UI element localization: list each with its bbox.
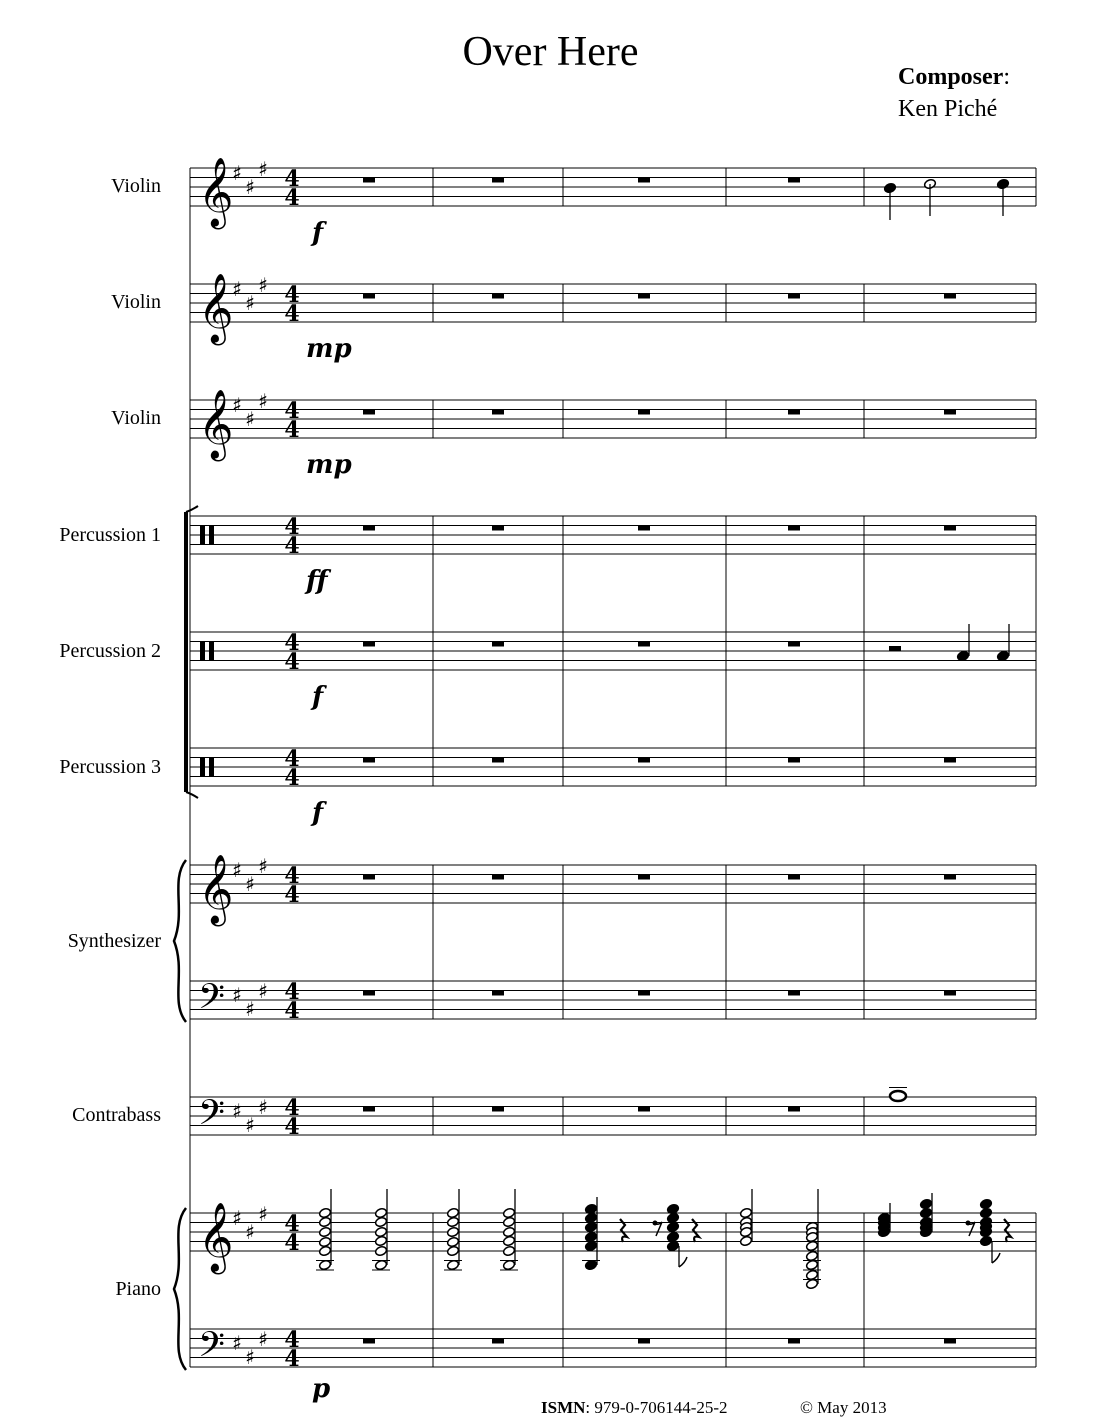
- whole-rest: [492, 1339, 504, 1344]
- whole-rest: [363, 178, 375, 183]
- dynamic-marking-violin-1: f: [312, 218, 324, 248]
- instrument-label-percussion-2: Percussion 2: [59, 640, 161, 662]
- whole-rest: [492, 410, 504, 415]
- whole-rest: [638, 875, 650, 880]
- sharp-icon: ♯: [245, 407, 255, 431]
- time-signature-denominator: 4: [284, 301, 300, 327]
- note-head: [374, 1226, 387, 1237]
- time-signature-numerator: 4: [284, 630, 300, 656]
- note-head: [446, 1226, 459, 1237]
- sharp-icon: ♯: [258, 1202, 268, 1226]
- note-head: [584, 1240, 597, 1251]
- treble-clef-icon: 𝄞: [198, 854, 234, 924]
- dynamic-marking-percussion-3: f: [312, 798, 324, 828]
- note-head: [374, 1235, 387, 1246]
- percussion-clef-icon: [209, 757, 214, 777]
- instrument-label-violin-2: Violin: [111, 291, 161, 313]
- note-head: [805, 1250, 818, 1261]
- whole-rest: [363, 875, 375, 880]
- sharp-icon: ♯: [245, 291, 255, 315]
- note-head: [502, 1235, 515, 1246]
- note-head: [446, 1259, 459, 1270]
- note-head: [502, 1259, 515, 1270]
- whole-rest: [788, 294, 800, 299]
- whole-rest: [944, 991, 956, 996]
- note-head: [374, 1259, 387, 1270]
- time-signature-denominator: 4: [284, 533, 300, 559]
- whole-rest: [638, 410, 650, 415]
- bass-clef-icon: 𝄢: [198, 1324, 226, 1373]
- instrument-label-violin-1: Violin: [111, 175, 161, 197]
- whole-rest: [363, 294, 375, 299]
- whole-rest: [788, 410, 800, 415]
- time-signature-numerator: 4: [284, 863, 300, 889]
- whole-rest: [788, 758, 800, 763]
- isbn-line: ISMN: 979-0-706144-25-2: [541, 1398, 728, 1417]
- dynamic-marking-piano: p: [312, 1374, 331, 1404]
- whole-rest: [638, 642, 650, 647]
- time-signature-numerator: 4: [284, 1211, 300, 1237]
- time-signature-numerator: 4: [284, 166, 300, 192]
- whole-rest: [638, 991, 650, 996]
- note-head: [318, 1236, 331, 1247]
- note-head: [502, 1216, 515, 1227]
- time-signature-numerator: 4: [284, 398, 300, 424]
- sharp-icon: ♯: [245, 997, 255, 1021]
- instrument-label-synthesizer: Synthesizer: [67, 930, 161, 952]
- note-head: [502, 1226, 515, 1237]
- whole-note: [890, 1091, 906, 1101]
- sharp-icon: ♯: [258, 273, 268, 297]
- note-head: [584, 1231, 597, 1242]
- instrument-label-violin-3: Violin: [111, 407, 161, 429]
- time-signature-denominator: 4: [284, 1230, 300, 1256]
- whole-rest: [492, 1107, 504, 1112]
- percussion-clef-icon: [200, 641, 205, 661]
- note-head: [446, 1216, 459, 1227]
- whole-rest: [638, 294, 650, 299]
- time-signature-denominator: 4: [284, 998, 300, 1024]
- treble-clef-icon: 𝄞: [198, 1202, 234, 1272]
- sharp-icon: ♯: [245, 872, 255, 896]
- note-head: [318, 1245, 331, 1256]
- instrument-label-contrabass: Contrabass: [72, 1104, 161, 1126]
- whole-rest: [638, 526, 650, 531]
- sharp-icon: ♯: [258, 1327, 268, 1351]
- note-head: [374, 1207, 387, 1218]
- whole-rest: [363, 526, 375, 531]
- percussion-clef-icon: [209, 525, 214, 545]
- whole-rest: [363, 991, 375, 996]
- time-signature-denominator: 4: [284, 1346, 300, 1372]
- note-head: [996, 650, 1009, 661]
- time-signature-numerator: 4: [284, 514, 300, 540]
- note-head: [805, 1240, 818, 1251]
- note-head: [979, 1198, 992, 1209]
- time-signature-denominator: 4: [284, 185, 300, 211]
- note-head: [502, 1245, 515, 1256]
- bracket-hook-bottom: [186, 792, 198, 798]
- time-signature-numerator: 4: [284, 979, 300, 1005]
- whole-rest: [492, 642, 504, 647]
- whole-rest: [944, 758, 956, 763]
- note-flag: [992, 1253, 1000, 1263]
- time-signature-denominator: 4: [284, 1114, 300, 1140]
- note-head: [739, 1235, 752, 1246]
- composer-label: Composer:: [898, 64, 1010, 90]
- time-signature-denominator: 4: [284, 649, 300, 675]
- bass-clef-icon: 𝄢: [198, 976, 226, 1025]
- whole-rest: [788, 526, 800, 531]
- note-head: [805, 1278, 818, 1289]
- sharp-icon: ♯: [245, 1345, 255, 1369]
- whole-rest: [638, 1339, 650, 1344]
- treble-clef-icon: 𝄞: [198, 389, 234, 459]
- dynamic-marking-violin-3: mp: [306, 450, 352, 480]
- sharp-icon: ♯: [245, 175, 255, 199]
- whole-rest: [492, 526, 504, 531]
- treble-clef-icon: 𝄞: [198, 157, 234, 227]
- piano-brace: [174, 1208, 186, 1370]
- note-head: [584, 1212, 597, 1223]
- time-signature-denominator: 4: [284, 882, 300, 908]
- note-head: [666, 1240, 679, 1251]
- time-signature-numerator: 4: [284, 746, 300, 772]
- dynamic-marking-violin-2: mp: [306, 334, 352, 364]
- whole-rest: [788, 875, 800, 880]
- dynamic-marking-percussion-1: ff: [306, 566, 328, 596]
- whole-rest: [363, 1107, 375, 1112]
- sharp-icon: ♯: [232, 983, 242, 1007]
- note-head: [374, 1245, 387, 1256]
- sharp-icon: ♯: [258, 389, 268, 413]
- time-signature-numerator: 4: [284, 1327, 300, 1353]
- note-flag: [679, 1257, 687, 1267]
- note-head: [805, 1269, 818, 1280]
- whole-rest: [944, 294, 956, 299]
- instrument-label-percussion-3: Percussion 3: [59, 756, 161, 778]
- sharp-icon: ♯: [232, 1099, 242, 1123]
- time-signature-numerator: 4: [284, 1095, 300, 1121]
- bass-clef-icon: 𝄢: [198, 1092, 226, 1141]
- note-head: [318, 1207, 331, 1218]
- sharp-icon: ♯: [258, 979, 268, 1003]
- whole-rest: [638, 758, 650, 763]
- whole-rest: [492, 178, 504, 183]
- synthesizer-brace: [174, 860, 186, 1022]
- whole-rest: [492, 875, 504, 880]
- note-head: [979, 1235, 992, 1246]
- percussion-clef-icon: [200, 757, 205, 777]
- whole-rest: [788, 178, 800, 183]
- note-head: [502, 1207, 515, 1218]
- whole-rest: [788, 991, 800, 996]
- note-head: [446, 1245, 459, 1256]
- sharp-icon: ♯: [258, 854, 268, 878]
- sharp-icon: ♯: [232, 1331, 242, 1355]
- treble-clef-icon: 𝄞: [198, 273, 234, 343]
- note-head: [318, 1226, 331, 1237]
- whole-rest: [638, 1107, 650, 1112]
- sharp-icon: ♯: [232, 858, 242, 882]
- note-head: [919, 1198, 932, 1209]
- note-head: [739, 1207, 752, 1218]
- note-head: [666, 1231, 679, 1242]
- note-head: [666, 1221, 679, 1232]
- whole-rest: [638, 178, 650, 183]
- instrument-label-piano: Piano: [115, 1278, 161, 1300]
- sharp-icon: ♯: [258, 1095, 268, 1119]
- percussion-bracket: [184, 512, 188, 792]
- sharp-icon: ♯: [258, 157, 268, 181]
- whole-rest: [944, 1339, 956, 1344]
- whole-rest: [363, 642, 375, 647]
- instrument-label-percussion-1: Percussion 1: [59, 524, 161, 546]
- whole-rest: [492, 991, 504, 996]
- sharp-icon: ♯: [232, 277, 242, 301]
- sharp-icon: ♯: [245, 1113, 255, 1137]
- time-signature-denominator: 4: [284, 417, 300, 443]
- composer-name: Ken Piché: [898, 96, 998, 122]
- note-head: [584, 1259, 597, 1270]
- sharp-icon: ♯: [245, 1220, 255, 1244]
- note-head: [446, 1207, 459, 1218]
- note-head: [666, 1212, 679, 1223]
- note-head: [919, 1207, 932, 1218]
- whole-rest: [788, 1339, 800, 1344]
- copyright-line: © May 2013: [800, 1398, 887, 1417]
- time-signature-numerator: 4: [284, 282, 300, 308]
- whole-rest: [788, 642, 800, 647]
- score-title: Over Here: [462, 29, 639, 75]
- note-head: [446, 1236, 459, 1247]
- sharp-icon: ♯: [232, 161, 242, 185]
- dynamic-marking-percussion-2: f: [312, 682, 324, 712]
- note-head: [318, 1216, 331, 1227]
- whole-rest: [492, 294, 504, 299]
- whole-rest: [363, 410, 375, 415]
- whole-rest: [363, 758, 375, 763]
- bracket-hook-top: [186, 506, 198, 512]
- note-head: [318, 1259, 331, 1270]
- note-head: [956, 650, 969, 661]
- eighth-rest: [968, 1222, 975, 1236]
- whole-rest: [944, 875, 956, 880]
- whole-rest: [788, 1107, 800, 1112]
- percussion-clef-icon: [209, 641, 214, 661]
- sharp-icon: ♯: [232, 393, 242, 417]
- note-head: [584, 1221, 597, 1232]
- eighth-rest: [655, 1222, 662, 1236]
- note-head: [805, 1259, 818, 1270]
- time-signature-denominator: 4: [284, 765, 300, 791]
- sharp-icon: ♯: [232, 1206, 242, 1230]
- whole-rest: [944, 526, 956, 531]
- whole-rest: [492, 758, 504, 763]
- half-rest: [889, 646, 901, 651]
- note-head: [979, 1207, 992, 1218]
- whole-rest: [944, 410, 956, 415]
- note-head: [374, 1216, 387, 1227]
- whole-rest: [363, 1339, 375, 1344]
- percussion-clef-icon: [200, 525, 205, 545]
